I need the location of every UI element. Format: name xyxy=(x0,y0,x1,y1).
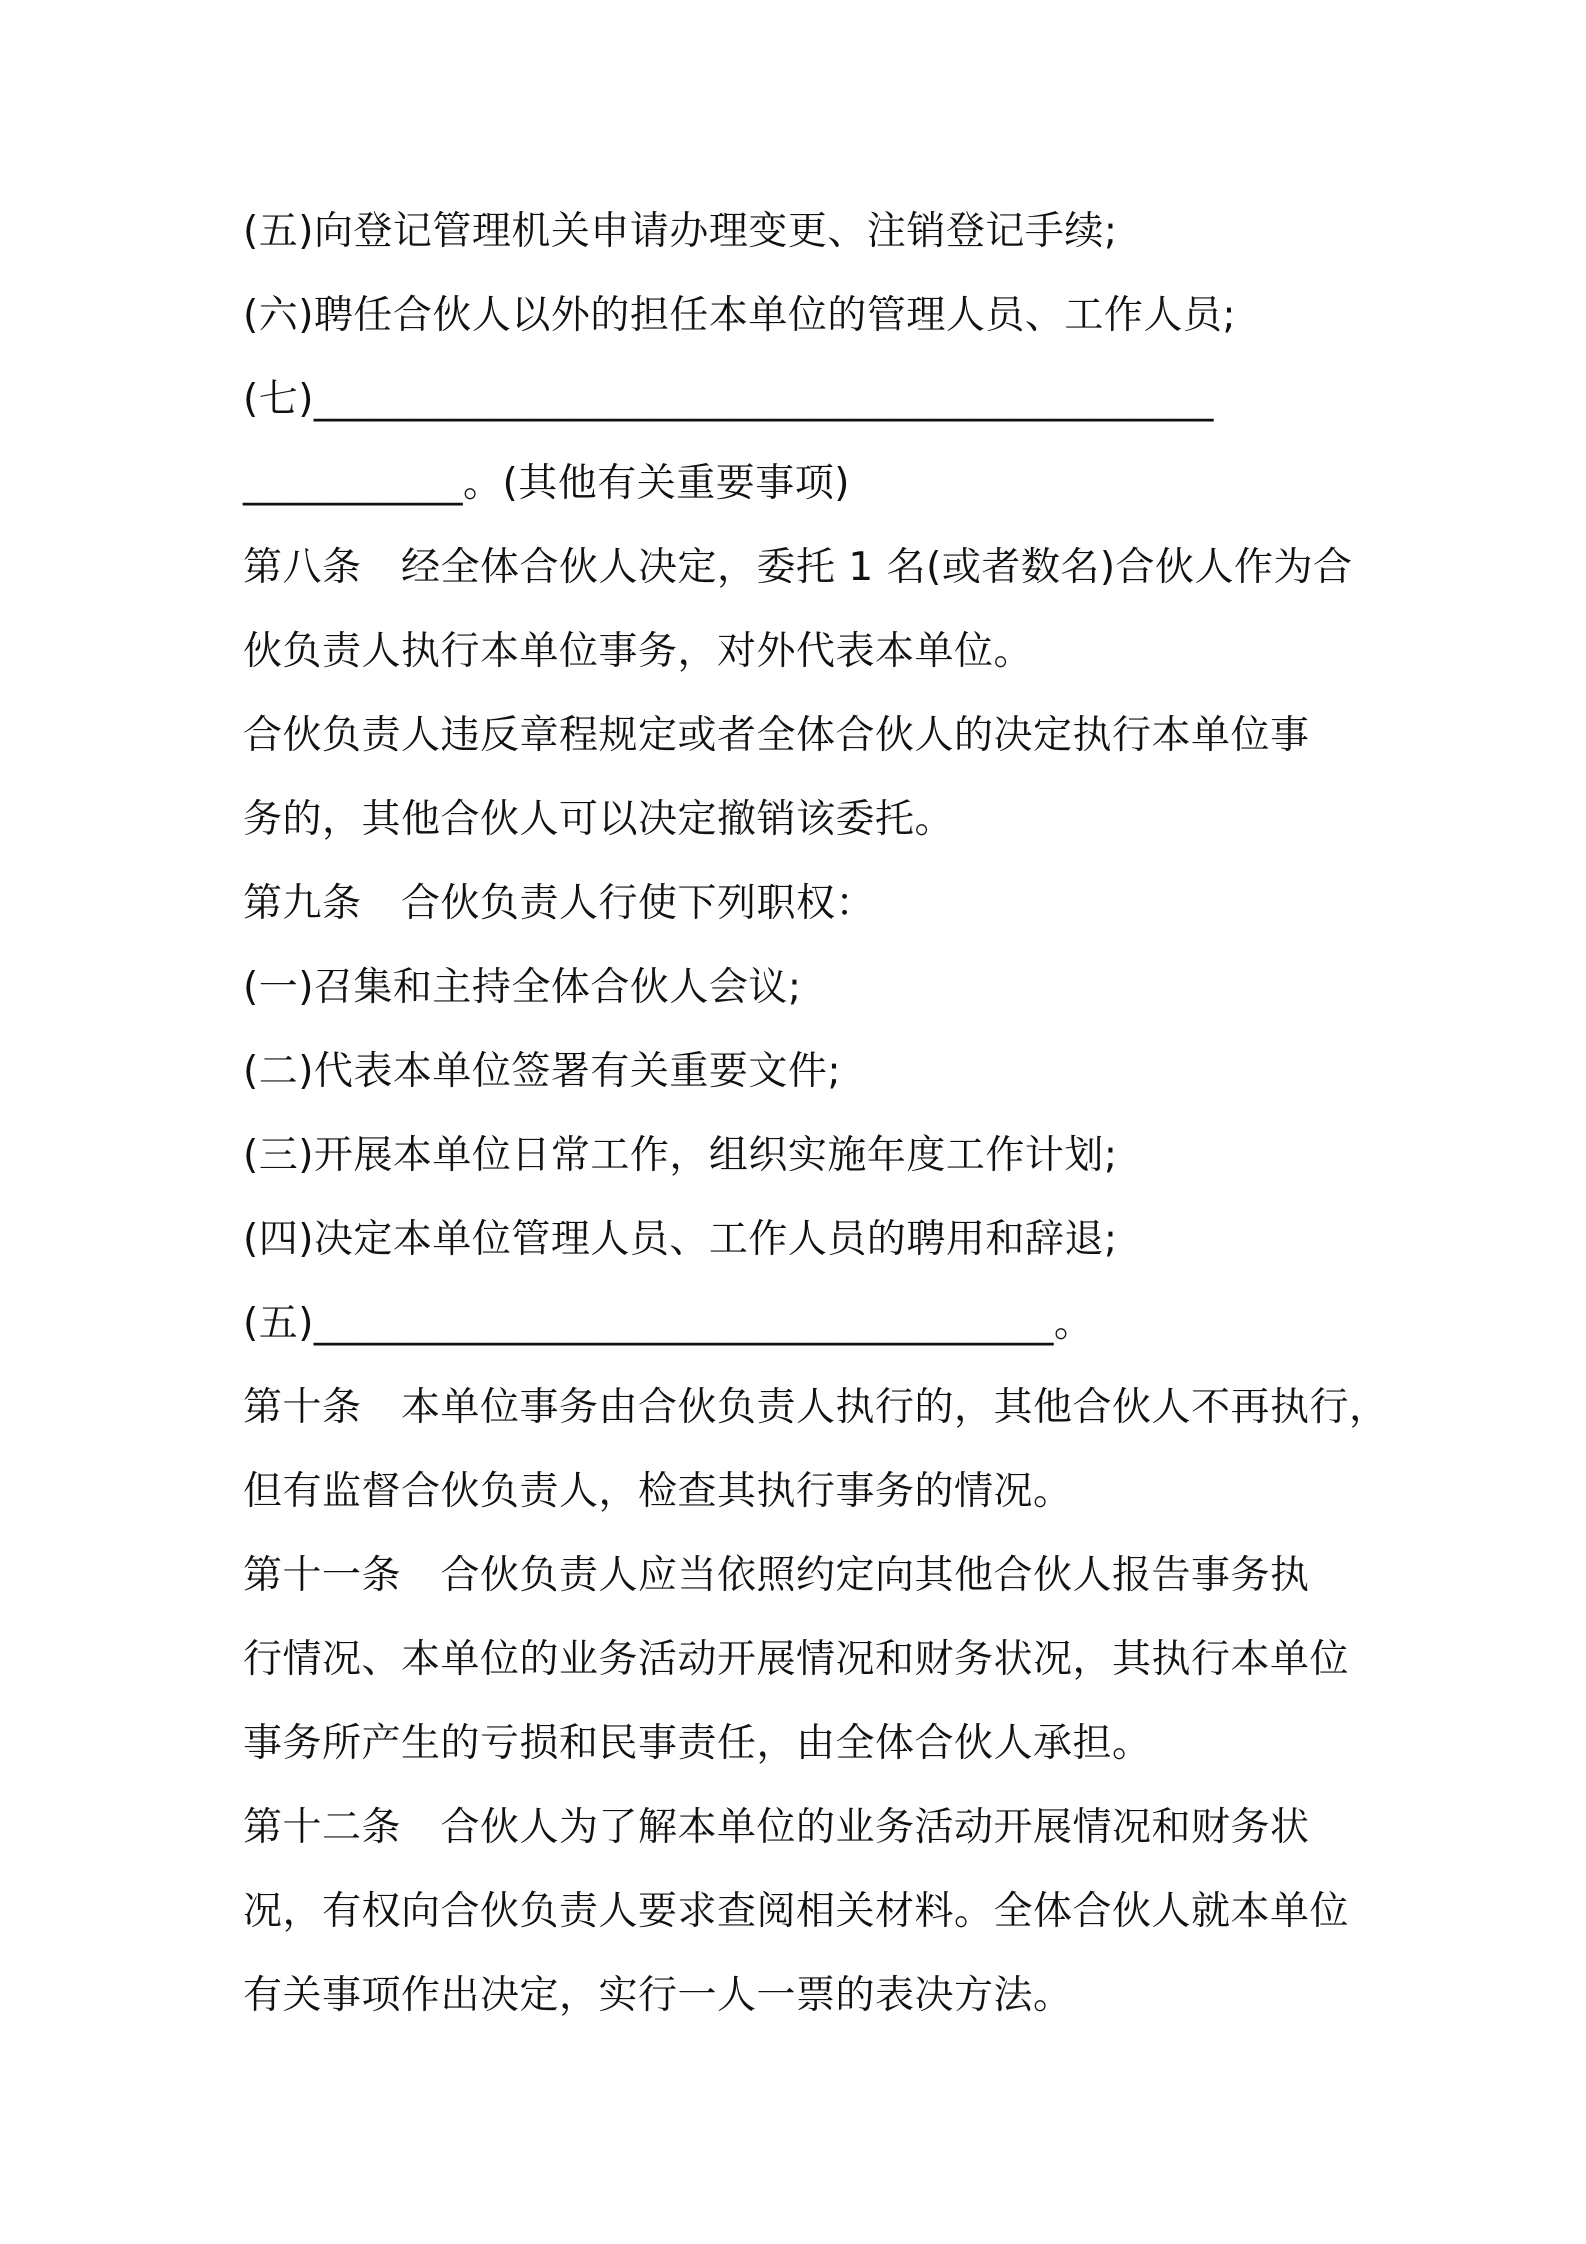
article-11-line-3: 事务所产生的亏损和民事责任，由全体合伙人承担。 xyxy=(243,1721,1152,1766)
article-8-paragraph-2-line-2: 务的，其他合伙人可以决定撤销该委托。 xyxy=(243,797,955,842)
article-8-paragraph-2-line-1: 合伙负责人违反章程规定或者全体合伙人的决定执行本单位事 xyxy=(243,713,1310,758)
article-12-line-3: 有关事项作出决定，实行一人一票的表决方法。 xyxy=(243,1973,1073,2018)
article-11-line-1: 第十一条 合伙负责人应当依照约定向其他合伙人报告事务执 xyxy=(243,1553,1310,1598)
article-10-line-2: 但有监督合伙负责人，检查其执行事务的情况。 xyxy=(243,1469,1073,1514)
article-10-line-1: 第十条 本单位事务由合伙负责人执行的，其他合伙人不再执行， xyxy=(243,1385,1389,1430)
article-12-line-2: 况，有权向合伙负责人要求查阅相关材料。全体合伙人就本单位 xyxy=(243,1889,1350,1934)
article-9-item-2: (二)代表本单位签署有关重要文件; xyxy=(243,1049,842,1094)
article-9-item-5-blank: (五)_____________________________________。 xyxy=(243,1301,1094,1346)
article-8-line-2: 伙负责人执行本单位事务，对外代表本单位。 xyxy=(243,629,1034,674)
clause-item-7-blank: (七)_____________________________________________ xyxy=(243,377,1214,422)
article-9-heading: 第九条 合伙负责人行使下列职权： xyxy=(243,881,876,926)
clause-item-5-registration: (五)向登记管理机关申请办理变更、注销登记手续; xyxy=(243,209,1118,254)
document-body xyxy=(243,190,1389,2038)
article-9-item-3: (三)开展本单位日常工作，组织实施年度工作计划; xyxy=(243,1133,1118,1178)
article-12-line-1: 第十二条 合伙人为了解本单位的业务活动开展情况和财务状 xyxy=(243,1805,1310,1850)
article-9-item-1: (一)召集和主持全体合伙人会议; xyxy=(243,965,802,1010)
clause-item-6-hiring: (六)聘任合伙人以外的担任本单位的管理人员、工作人员; xyxy=(243,293,1237,338)
article-11-line-2: 行情况、本单位的业务活动开展情况和财务状况，其执行本单位 xyxy=(243,1637,1350,1682)
article-9-item-4: (四)决定本单位管理人员、工作人员的聘用和辞退; xyxy=(243,1217,1118,1262)
clause-item-7-continuation: ___________。(其他有关重要事项) xyxy=(243,461,850,506)
article-8-line-1: 第八条 经全体合伙人决定，委托 1 名(或者数名)合伙人作为合 xyxy=(243,545,1353,590)
